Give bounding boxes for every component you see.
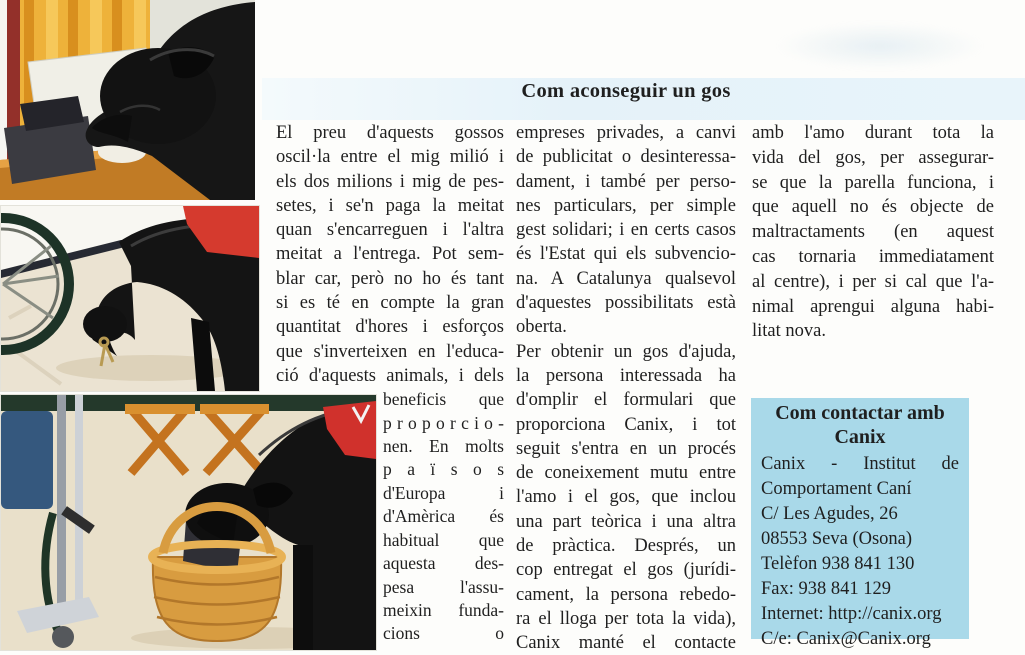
text-line: que aquell no és objecte de xyxy=(752,197,994,218)
text-line: amb l'amo durant tota la xyxy=(752,123,994,143)
dog-keys-photo xyxy=(0,205,260,392)
text-line: si es té en compte la gran xyxy=(276,293,504,314)
text-line: Telèfon 938 841 130 xyxy=(761,554,915,574)
dog-telephone-photo xyxy=(0,0,255,200)
text-line: quan s'encarreguen i l'altra xyxy=(276,220,504,241)
text-line: d'aquestes possibilitats està xyxy=(516,293,736,314)
text-line: d'omplir el formulari que xyxy=(516,390,736,411)
text-line: se que la parella funciona, i xyxy=(752,172,994,193)
text-line: nes particulars, per simple xyxy=(516,195,736,216)
column-3 xyxy=(752,121,994,344)
contact-box xyxy=(751,398,969,649)
text-line: els dos milions i mig de pes- xyxy=(276,171,504,192)
section-title: Com aconseguir un gos xyxy=(521,80,731,102)
text-line: blar car, però no ho és tant xyxy=(276,268,504,289)
text-line: Canix manté el contacte xyxy=(516,633,736,654)
column-2 xyxy=(516,121,736,655)
scan-showthrough-artifact xyxy=(775,22,985,70)
text-line: al centre), i per si cal que l'a- xyxy=(752,271,994,292)
text-line: na. A Catalunya qualsevol xyxy=(516,268,736,289)
text-line: ra el lloga per tota la vida), xyxy=(516,608,736,629)
text-line: vida del gos, per assegurar- xyxy=(752,147,994,168)
text-line: ció d'aquests animals, i dels xyxy=(276,365,504,386)
text-line: maltractaments (en aquest xyxy=(752,222,994,243)
contact-box-title-line2: Canix xyxy=(834,425,886,448)
column-1-narrow-text xyxy=(383,388,504,645)
text-line: meitat a l'entrega. Pot sem- xyxy=(276,244,504,265)
caster-wheel xyxy=(52,626,74,648)
text-line: oberta. xyxy=(516,317,567,338)
text-line: l'amo i el gos, que inclou xyxy=(516,487,736,508)
text-line: Comportament Caní xyxy=(761,479,912,499)
text-line: litat nova. xyxy=(752,321,826,342)
text-line: és l'Estat qui els subvencio- xyxy=(516,244,736,265)
text-line: Internet: http://canix.org xyxy=(761,604,942,624)
text-line: de publicitat o desinteressa- xyxy=(516,147,736,168)
text-line: d'Amèrica és xyxy=(383,506,504,527)
text-line: meixin funda- xyxy=(383,599,504,620)
text-line: oscil·la entre el mig milió i xyxy=(276,147,504,168)
text-line: Canix - Institut de xyxy=(761,454,959,474)
text-line: la persona interessada ha xyxy=(516,365,736,386)
column-1 xyxy=(276,121,504,646)
text-line: aquesta des- xyxy=(383,553,504,574)
text-line: C/e: Canix@Canix.org xyxy=(761,629,931,649)
text-line: seguit s'entra en un procés xyxy=(516,438,736,459)
text-line: 08553 Seva (Osona) xyxy=(761,529,913,549)
text-line: nen. En molts xyxy=(383,436,504,457)
text-line: Per obtenir un gos d'ajuda, xyxy=(516,341,736,362)
text-line: de coneixement mutu entre xyxy=(516,463,736,484)
text-line: p a ï s o s xyxy=(383,459,504,480)
text-line: Fax: 938 841 129 xyxy=(761,579,892,599)
text-line: habitual que xyxy=(383,529,504,550)
text-line: C/ Les Agudes, 26 xyxy=(761,504,898,524)
blue-cushion xyxy=(1,411,53,509)
text-line: beneficis que xyxy=(383,389,504,410)
text-line: nimal aprengui alguna habi- xyxy=(752,296,994,317)
text-line: gest solidari; i en certs casos xyxy=(516,220,736,241)
text-line: cas tornaria immediatament xyxy=(752,246,994,267)
text-line: d'Europa i xyxy=(383,482,504,503)
text-line: setes, i se'n paga la meitat xyxy=(276,195,504,216)
contact-box-title xyxy=(761,402,959,449)
text-line: de pràctica. Després, un xyxy=(516,536,736,557)
text-line: cions o xyxy=(383,623,504,644)
contact-box-lines xyxy=(761,452,959,652)
text-line: cament, la persona rebedo- xyxy=(516,584,736,605)
contact-box-title-line1: Com contactar amb xyxy=(775,402,945,424)
text-line: p r o p o r c i o - xyxy=(383,412,504,433)
column-1-wide-text xyxy=(276,121,504,388)
text-line: proporciona Canix, i tot xyxy=(516,414,736,435)
text-line: que s'inverteixen en l'educa- xyxy=(276,341,504,362)
text-line: dament, i també per perso- xyxy=(516,171,736,192)
text-line: cop entregat el gos (jurídi- xyxy=(516,560,736,581)
text-line: El preu d'aquests gossos xyxy=(276,123,504,143)
dog-shadow xyxy=(56,355,246,381)
text-line: pesa l'assu- xyxy=(383,576,504,597)
text-line: empreses privades, a canvi xyxy=(516,123,736,143)
text-line: quantitat d'hores i esforços xyxy=(276,317,504,338)
text-line: una part teòrica i una altra xyxy=(516,511,736,532)
